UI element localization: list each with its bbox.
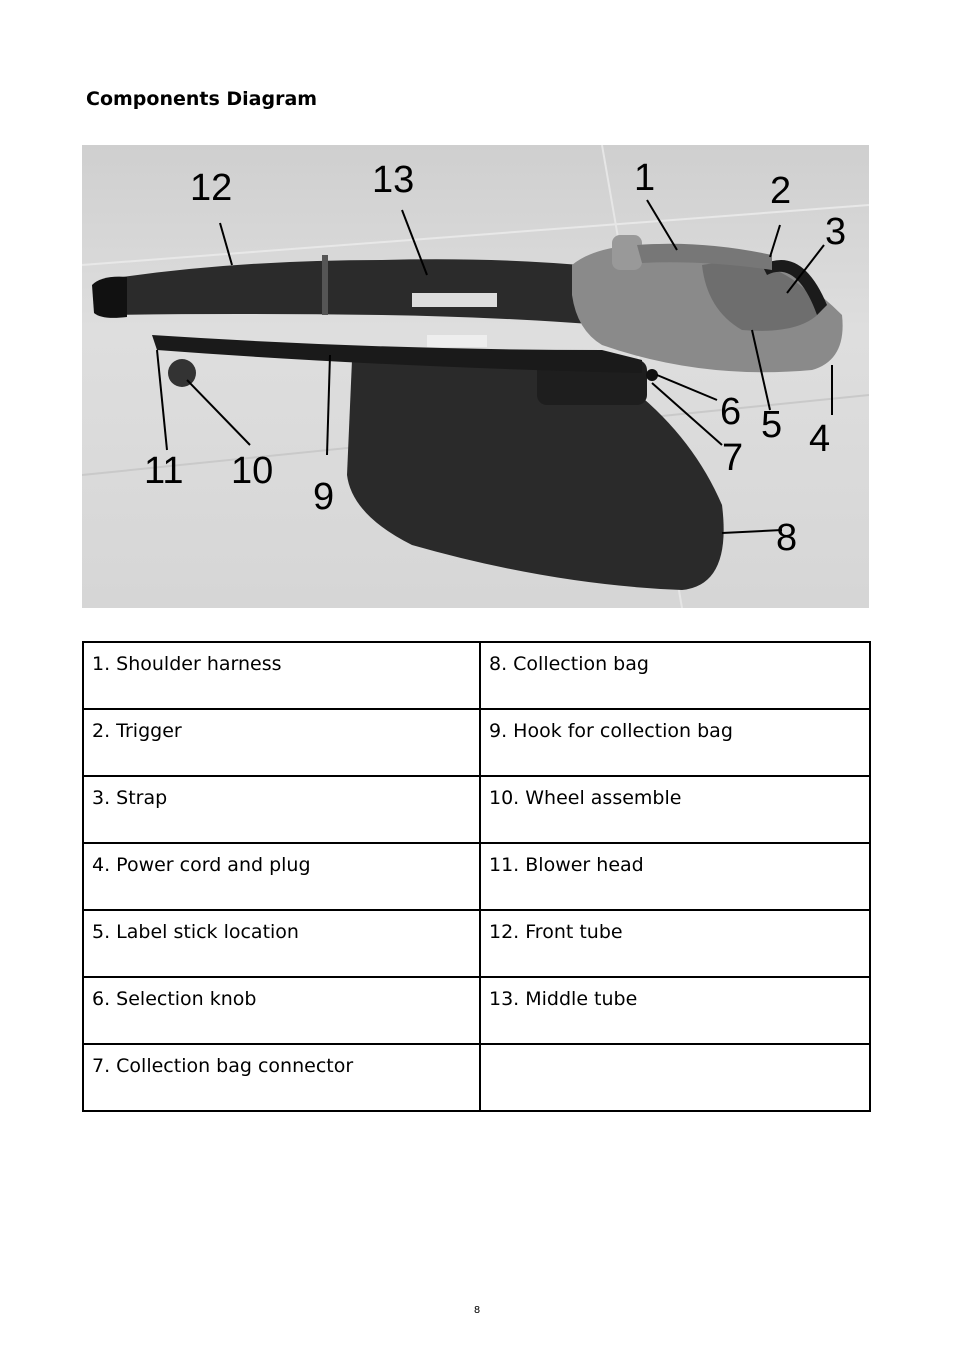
- blower-tube: [102, 259, 602, 325]
- table-cell: 13. Middle tube: [480, 977, 870, 1044]
- table-row: [83, 843, 870, 910]
- table-cell: 2. Trigger: [83, 709, 480, 776]
- callout-12: 12: [190, 167, 233, 209]
- callout-13: 13: [372, 159, 415, 201]
- table-cell: [480, 1044, 870, 1111]
- table-cell: 8. Collection bag: [480, 642, 870, 709]
- parts-table: [82, 641, 871, 1112]
- callout-11: 11: [144, 450, 184, 492]
- table-cell: 11. Blower head: [480, 843, 870, 910]
- components-photo: [82, 145, 869, 608]
- callout-10: 10: [231, 450, 274, 492]
- table-row: [83, 977, 870, 1044]
- table-cell: 9. Hook for collection bag: [480, 709, 870, 776]
- table-cell: 4. Power cord and plug: [83, 843, 480, 910]
- callout-7: 7: [722, 437, 744, 479]
- callout-4: 4: [809, 418, 831, 460]
- table-cell: 7. Collection bag connector: [83, 1044, 480, 1111]
- table-cell: 5. Label stick location: [83, 910, 480, 977]
- collection-bag: [347, 352, 724, 590]
- blower-illustration: [82, 145, 869, 608]
- callout-3: 3: [825, 211, 847, 253]
- callout-9: 9: [313, 476, 335, 518]
- table-cell: 6. Selection knob: [83, 977, 480, 1044]
- table-cell: 3. Strap: [83, 776, 480, 843]
- callout-6: 6: [720, 391, 742, 433]
- table-row: [83, 1044, 870, 1111]
- table-cell: 1. Shoulder harness: [83, 642, 480, 709]
- table-row: [83, 709, 870, 776]
- page-title: Components Diagram: [86, 88, 318, 110]
- table-row: [83, 910, 870, 977]
- table-row: [83, 776, 870, 843]
- table-cell: 10. Wheel assemble: [480, 776, 870, 843]
- callout-5: 5: [761, 404, 783, 446]
- table-row: [83, 642, 870, 709]
- callout-1: 1: [634, 157, 656, 199]
- callout-8: 8: [776, 517, 798, 559]
- table-cell: 12. Front tube: [480, 910, 870, 977]
- callout-2: 2: [770, 170, 792, 212]
- page-number: 8: [473, 1305, 481, 1316]
